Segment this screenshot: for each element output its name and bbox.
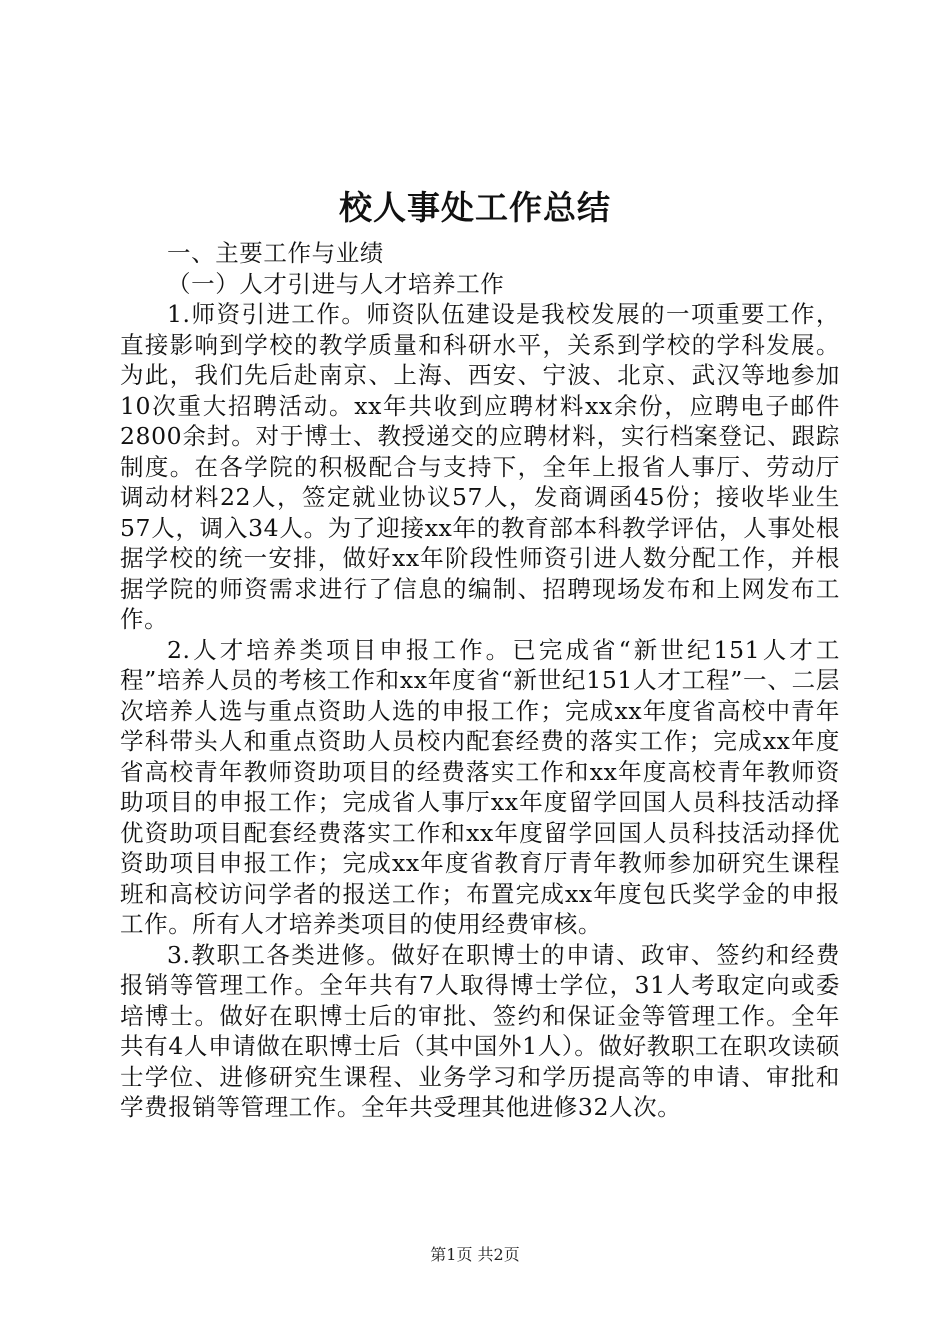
paragraph-staff-training: 3.教职工各类进修。做好在职博士的申请、政审、签约和经费报销等管理工作。全年共有7人取得博士学位，31人考取定向或委培博士。做好在职博士后的审批、签约和保证金等管理工作。全年共有4人申请做在职博士后（其中国外1人）。做好教职工在职攻读硕士学位、进修研究生课程、业务学习和学历提高等的申请、审批和学费报销等管理工作。全年共受理其他进修32人次。 [120,940,840,1121]
page-number-footer: 第1页 共2页 [430,1245,520,1264]
section-heading: 一、主要工作与业绩 [167,239,384,267]
paragraph-faculty-recruitment: 1.师资引进工作。师资队伍建设是我校发展的一项重要工作，直接影响到学校的教学质量和科研水平，关系到学校的学科发展。为此，我们先后赴南京、上海、西安、宁波、北京、武汉等地参加10次重大招聘活动。xx年共收到应聘材料xx余份，应聘电子邮件2800余封。对于博士、教授递交的应聘材料，实行档案登记、跟踪制度。在各学院的积极配合与支持下，全年上报省人事厅、劳动厅调动材料22人，签定就业协议57人，发商调函45份；接收毕业生57人，调入34人。为了迎接xx年的教育部本科教学评估，人事处根据学校的统一安排，做好xx年阶段性师资引进人数分配工作，并根据学院的师资需求进行了信息的编制、招聘现场发布和上网发布工作。 [120,300,840,633]
subsection-heading: （一）人才引进与人才培养工作 [167,269,505,298]
document-body [120,238,840,1123]
document-title: 校人事处工作总结 [339,188,611,227]
paragraph-talent-projects: 2.人才培养类项目申报工作。已完成省“新世纪151人才工程”培养人员的考核工作和xx年度省“新世纪151人才工程”一、二层次培养人选与重点资助人选的申报工作；完成xx年度省高校中青年学科带头人和重点资助人员校内配套经费的落实工作；完成xx年度省高校青年教师资助项目的经费落实工作和xx年度高校青年教师资助项目的申报工作；完成省人事厅xx年度留学回国人员科技活动择优资助项目配套经费落实工作和xx年度留学回国人员科技活动择优资助项目申报工作；完成xx年度省教育厅青年教师参加研究生课程班和高校访问学者的报送工作；布置完成xx年度包氏奖学金的申报工作。所有人才培养类项目的使用经费审核。 [120,635,840,938]
